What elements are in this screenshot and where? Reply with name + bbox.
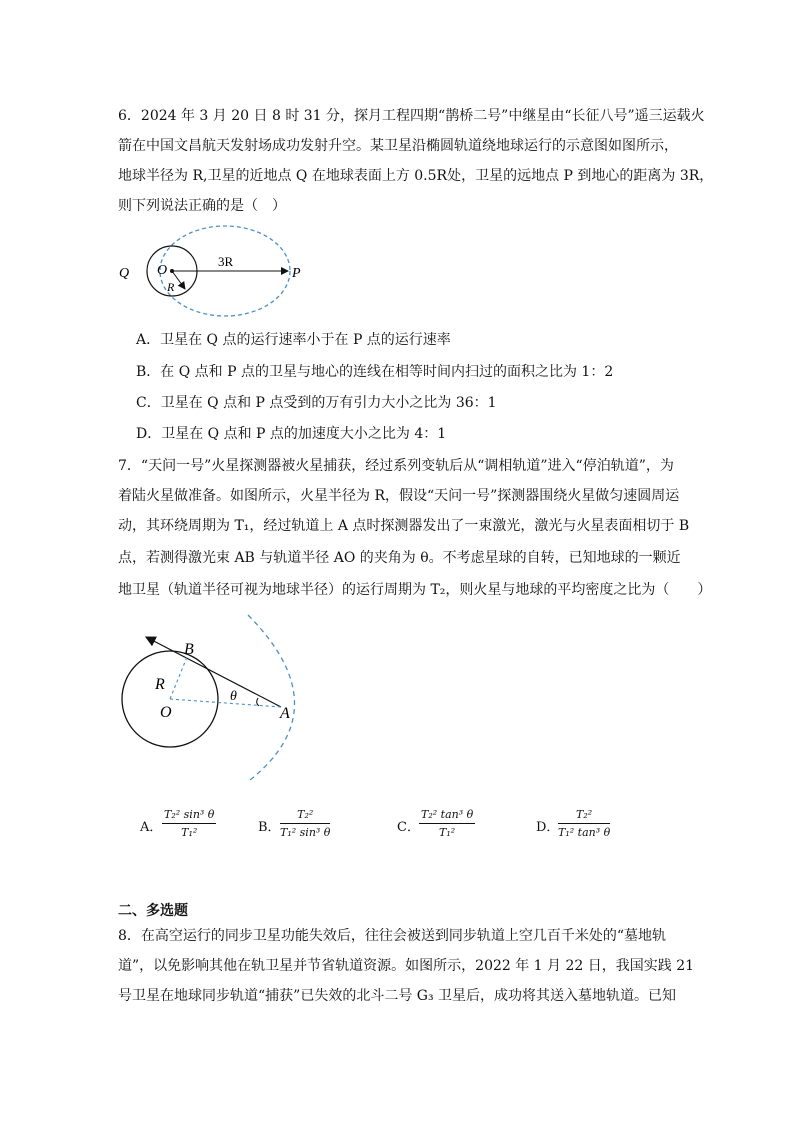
theta-label: θ [230,689,237,704]
answer-label: B． [258,820,281,835]
q6-line-4: 则下列说法正确的是（ ） [118,198,286,214]
point-q-label: Q [119,266,130,281]
q7-line-1: 7．“天问一号”火星探测器被火星捕获，经过系列变轨后从“调相轨道”进入“停泊轨道”，为 [118,458,674,474]
q6-option-b: B．在 Q 点和 P 点的卫星与地心的连线在相等时间内扫过的面积之比为 1：2 [136,364,614,380]
answer-fraction [280,808,330,839]
fraction-denominator: T₁² sin³ θ [280,826,331,839]
fraction-denominator: T₁² [439,826,456,839]
answer-fraction [558,808,610,839]
q6-option-a: A．卫星在 Q 点的运行速率小于在 P 点的运行速率 [136,332,451,348]
q8-line-1: 8．在高空运行的同步卫星功能失效后，往往会被送到同步轨道上空几百千米处的“墓地轨 [118,928,667,944]
fraction-numerator: T₂² sin³ θ [162,808,216,824]
q8-line-2: 道”，以免影响其他在轨卫星并节省轨道资源。如图所示，2022 年 1 月 22 日，我国实践 21 [118,958,695,974]
radius-r-label: R [167,280,175,294]
orbit-arc [248,615,295,780]
center-o-label: O [160,704,172,721]
theta-angle-arc [257,698,259,706]
radius-oa-dashed [170,699,281,707]
answer-fraction [419,808,475,839]
q8-line-3: 号卫星在地球同步轨道“捕获”已失效的北斗二号 G₃ 卫星后，成功将其送入墓地轨道。已知 [118,988,677,1004]
radius-ob-dashed [170,657,187,699]
ellipse-orbit-figure [110,222,310,322]
q6-line-3: 地球半径为 R,卫星的近地点 Q 在地球表面上方 0.5R处，卫星的远地点 P 到地心的距离为 3R， [118,168,714,184]
q7-line-2: 着陆火星做准备。如图所示，火星半径为 R，假设“天问一号”探测器围绕火星做匀速圆周运 [118,488,680,504]
mars-laser-figure [110,610,300,785]
q6-line-1: 6．2024 年 3 月 20 日 8 时 31 分，探月工程四期“鹊桥二号”中继星由“长征八号”遥三运载火 [118,108,705,124]
q7-line-3: 动，其环绕周期为 T₁，经过轨道上 A 点时探测器发出了一束激光，激光与火星表面相切于 B [118,518,690,534]
point-a-label: A [280,705,290,722]
answer-label: D． [536,820,560,835]
point-b-label: B [184,641,194,658]
point-p-label: P [292,266,301,281]
fraction-denominator: T₁² [181,826,198,839]
answer-label: A． [140,820,163,835]
q6-line-2: 箭在中国文昌航天发射场成功发射升空。某卫星沿椭圆轨道绕地球运行的示意图如图所示， [118,138,678,154]
q7-line-5: 地卫星（轨道半径可视为地球半径）的运行周期为 T₂，则火星与地球的平均密度之比为（ ） [118,582,712,598]
center-o-label: O [157,263,168,278]
fraction-numerator: T₂² tan³ θ [419,808,475,824]
laser-line [146,637,281,707]
q6-option-d: D．卫星在 Q 点和 P 点的加速度大小之比为 4：1 [136,426,447,442]
answer-label: C． [397,820,420,835]
radius-r-label: R [155,676,165,693]
fraction-numerator: T₂² [558,808,610,824]
fraction-numerator: T₂² [280,808,330,824]
answer-fraction [162,808,216,839]
q6-option-c: C．卫星在 Q 点和 P 点受到的万有引力大小之比为 36：1 [136,395,497,411]
fraction-denominator: T₁² tan³ θ [558,826,611,839]
distance-3r-label: 3R [218,254,234,269]
section-heading: 二、多选题 [118,903,188,919]
q7-line-4: 点，若测得激光束 AB 与轨道半径 AO 的夹角为 θ。不考虑星球的自转，已知地球的一颗近 [118,550,681,566]
